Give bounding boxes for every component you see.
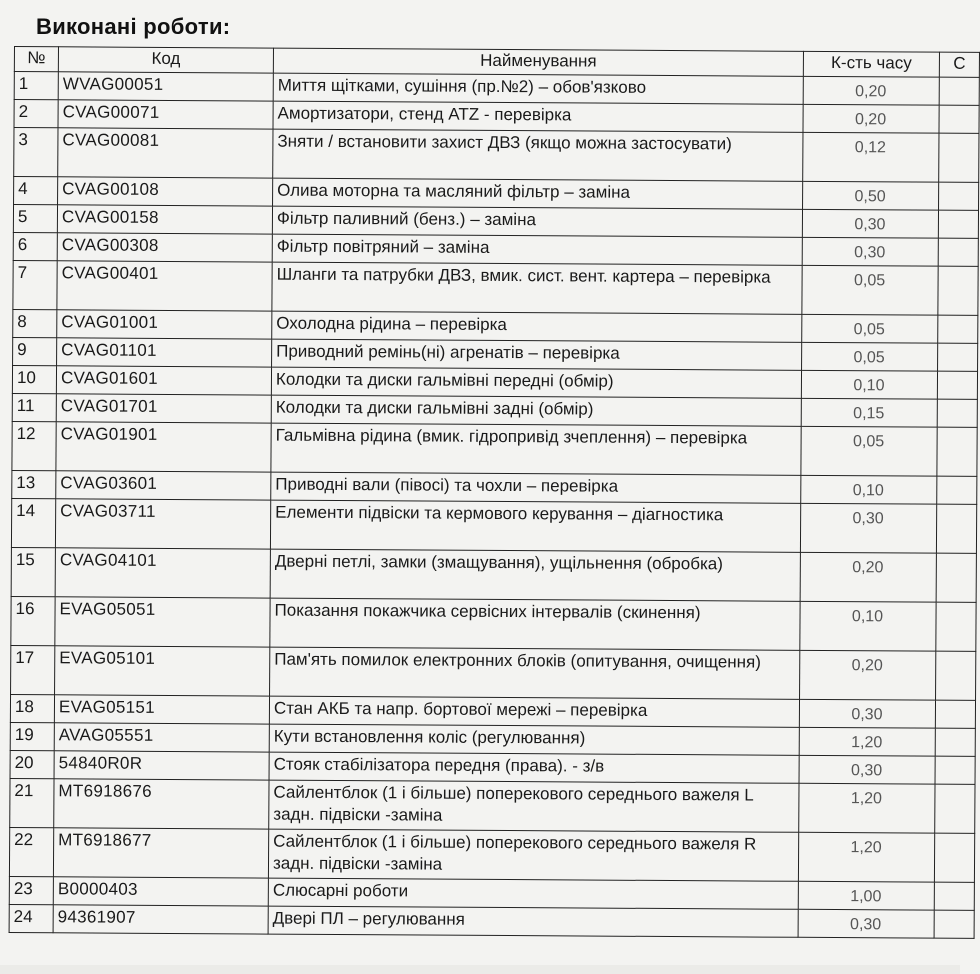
row-name: Зняти / встановити захист ДВЗ (якщо можна застосувати) (273, 129, 803, 181)
row-hours (802, 209, 938, 238)
row-hours-value: 0,30 (852, 510, 884, 528)
row-hours-value: 1,20 (850, 790, 883, 808)
col-header-code: Код (58, 47, 273, 73)
row-extra-cell (935, 784, 975, 833)
row-name: Шланги та патрубки ДВЗ, вмик. сист. вент. картера – перевірка (272, 262, 802, 314)
row-num: 24 (9, 904, 53, 932)
col-header-name: Найменування (273, 48, 803, 76)
row-hours (800, 650, 936, 700)
row-name: Показання покажчика сервісних інтервалів (скинення) (270, 598, 800, 650)
row-hours (801, 370, 937, 399)
row-code: CVAG00158 (57, 205, 272, 234)
row-hours-value: 1,00 (850, 888, 882, 906)
row-hours (802, 265, 938, 315)
row-num: 1 (14, 72, 58, 100)
row-extra-cell (939, 133, 979, 182)
row-name: Миття щітками, сушіння (пр.№2) – обов'язково (273, 73, 803, 104)
row-name: Олива моторна та масляний фільтр – заміна (273, 178, 803, 209)
row-hours-value: 0,15 (853, 405, 885, 423)
row-code: EVAG05101 (55, 646, 270, 696)
row-extra-cell (939, 105, 979, 133)
row-code: CVAG01901 (56, 422, 271, 472)
row-hours (803, 76, 939, 105)
row-num: 16 (11, 596, 55, 645)
row-num: 9 (13, 337, 57, 365)
row-name: Фільтр повітряний – заміна (272, 234, 802, 265)
row-extra-cell (934, 833, 974, 882)
row-hours-value: 0,20 (851, 657, 883, 675)
row-name: Колодки та диски гальмівні задні (обмір) (271, 395, 801, 426)
row-hours-value: 0,20 (855, 83, 887, 101)
row-hours (801, 426, 937, 476)
row-num: 5 (13, 205, 57, 233)
row-num: 15 (11, 547, 55, 596)
col-header-num: № (14, 47, 58, 72)
row-num: 22 (9, 827, 53, 876)
row-extra-cell (938, 210, 978, 238)
row-hours (798, 832, 934, 882)
row-code: EVAG05051 (55, 597, 270, 647)
row-extra-cell (939, 182, 979, 210)
row-hours-value: 0,10 (852, 482, 884, 500)
row-name: Двері ПЛ – регулювання (268, 906, 798, 937)
row-hours-value: 0,10 (853, 377, 885, 395)
row-hours (803, 132, 939, 182)
row-num: 6 (13, 232, 57, 260)
row-hours (799, 755, 935, 784)
row-code: CVAG01101 (57, 338, 272, 367)
table-row (13, 260, 978, 315)
row-hours-value: 0,05 (853, 349, 885, 367)
row-extra-cell (938, 238, 978, 266)
row-code: CVAG03601 (56, 471, 271, 500)
row-num: 14 (11, 498, 55, 547)
row-hours-value: 0,05 (853, 272, 886, 290)
row-hours (801, 475, 937, 504)
row-hours-value: 0,12 (854, 139, 887, 157)
row-num: 10 (12, 365, 56, 393)
row-num: 4 (14, 177, 58, 205)
row-hours (800, 601, 936, 651)
row-code: MT6918677 (53, 828, 268, 878)
row-hours (798, 881, 934, 910)
row-hours-value: 0,30 (850, 762, 883, 780)
row-name: Слюсарні роботи (268, 878, 798, 909)
row-hours-value: 0,30 (854, 244, 886, 262)
row-hours (799, 727, 935, 756)
row-hours (803, 181, 939, 210)
row-code: CVAG03711 (55, 499, 270, 549)
row-extra-cell (935, 700, 975, 728)
row-hours-value: 0,20 (852, 559, 884, 577)
row-code: B0000403 (53, 877, 268, 906)
row-code: AVAG05551 (54, 723, 269, 752)
row-hours-value: 0,30 (854, 216, 886, 234)
row-hours-value: 0,50 (854, 188, 886, 206)
row-hours (800, 503, 936, 553)
row-extra-cell (936, 602, 976, 651)
row-hours (799, 699, 935, 728)
row-code: 54840R0R (54, 751, 269, 780)
row-hours-value: 0,10 (851, 608, 884, 626)
row-hours-value: 0,20 (854, 111, 887, 129)
row-hours-value: 1,20 (850, 839, 882, 857)
row-code: CVAG01001 (57, 310, 272, 339)
row-name: Сайлентблок (1 і більше) поперекового середнього важеля R задн. підвіски -заміна (268, 829, 798, 881)
row-extra-cell (934, 910, 974, 938)
row-num: 18 (10, 694, 54, 722)
row-num: 17 (11, 645, 55, 694)
row-extra-cell (938, 266, 978, 315)
row-name: Колодки та диски гальмівні передні (обмір) (271, 367, 801, 398)
row-code: CVAG01701 (56, 394, 271, 423)
row-num: 13 (12, 470, 56, 498)
row-num: 2 (14, 100, 58, 128)
row-name: Стан АКБ та напр. бортової мережі – перевірка (269, 696, 799, 727)
row-num: 20 (10, 750, 54, 778)
row-code: CVAG00401 (57, 261, 272, 311)
row-hours (798, 909, 934, 938)
row-name: Дверні петлі, замки (змащування), ущільнення (обробка) (270, 549, 800, 601)
row-hours-value: 1,20 (851, 734, 883, 752)
row-name: Приводний ремінь(ні) агренатів – перевірка (272, 339, 802, 370)
row-code: CVAG00308 (57, 233, 272, 262)
row-extra-cell (936, 553, 976, 602)
row-extra-cell (934, 882, 974, 910)
row-name: Гальмівна рідина (вмик. гідропривід зчеплення) – перевірка (271, 423, 801, 475)
row-num: 23 (9, 876, 53, 904)
row-code: CVAG00071 (58, 100, 273, 129)
page-bottom-edge (0, 965, 960, 974)
row-code: EVAG05151 (54, 695, 269, 724)
table-row (9, 827, 974, 882)
row-name: Кути встановлення коліс (регулювання) (269, 724, 799, 755)
row-hours (802, 314, 938, 343)
section-title: Виконані роботи: (36, 14, 231, 39)
table-row (11, 498, 976, 553)
table-row (10, 778, 975, 833)
row-name: Пам'ять помилок електронних блоків (опитування, очищення) (270, 647, 800, 699)
row-code: WVAG00051 (58, 72, 273, 101)
table-row (11, 547, 976, 602)
row-extra-cell (937, 427, 977, 476)
col-header-last: С (939, 52, 979, 77)
row-num: 3 (14, 128, 58, 177)
row-hours (803, 104, 939, 133)
row-name: Приводні вали (півосі) та чохли – перевірка (271, 472, 801, 503)
row-name: Фільтр паливний (бенз.) – заміна (272, 206, 802, 237)
row-extra-cell (936, 651, 976, 700)
row-hours (801, 398, 937, 427)
row-extra-cell (938, 315, 978, 343)
table-row (11, 645, 976, 700)
table-row (9, 904, 974, 938)
row-num: 7 (13, 260, 57, 309)
row-extra-cell (939, 77, 979, 105)
row-hours (800, 552, 936, 602)
row-num: 19 (10, 722, 54, 750)
row-code: CVAG00081 (58, 128, 273, 178)
col-header-hours: К-сть часу (803, 51, 939, 77)
row-num: 11 (12, 393, 56, 421)
row-code: CVAG00108 (58, 177, 273, 206)
row-code: CVAG04101 (55, 548, 270, 598)
row-name: Стояк стабілізатора передня (права). - з/в (269, 752, 799, 783)
row-hours-value: 0,05 (853, 321, 885, 339)
row-extra-cell (935, 728, 975, 756)
row-name: Сайлентблок (1 і більше) поперекового середнього важеля L задн. підвіски -заміна (269, 780, 799, 832)
row-hours (802, 342, 938, 371)
row-extra-cell (935, 756, 975, 784)
table-row (12, 421, 977, 476)
row-hours (802, 237, 938, 266)
row-hours-value: 0,30 (851, 706, 883, 724)
row-hours-value: 0,30 (850, 916, 882, 934)
row-extra-cell (937, 399, 977, 427)
row-num: 12 (12, 421, 56, 470)
row-code: 94361907 (53, 905, 268, 934)
row-extra-cell (937, 476, 977, 504)
row-name: Амортизатори, стенд ATZ - перевірка (273, 101, 803, 132)
row-name: Елементи підвіски та кермового керування – діагностика (270, 500, 800, 552)
row-code: MT6918676 (54, 779, 269, 829)
row-extra-cell (937, 371, 977, 399)
row-num: 21 (10, 778, 54, 827)
row-hours (799, 783, 935, 833)
table-row (14, 128, 979, 183)
row-name: Охолодна рідина – перевірка (272, 311, 802, 342)
row-extra-cell (938, 343, 978, 371)
row-code: CVAG01601 (56, 366, 271, 395)
row-num: 8 (13, 309, 57, 337)
table-row (11, 596, 976, 651)
row-extra-cell (936, 504, 976, 553)
works-table (9, 46, 980, 939)
row-hours-value: 0,05 (852, 433, 885, 451)
